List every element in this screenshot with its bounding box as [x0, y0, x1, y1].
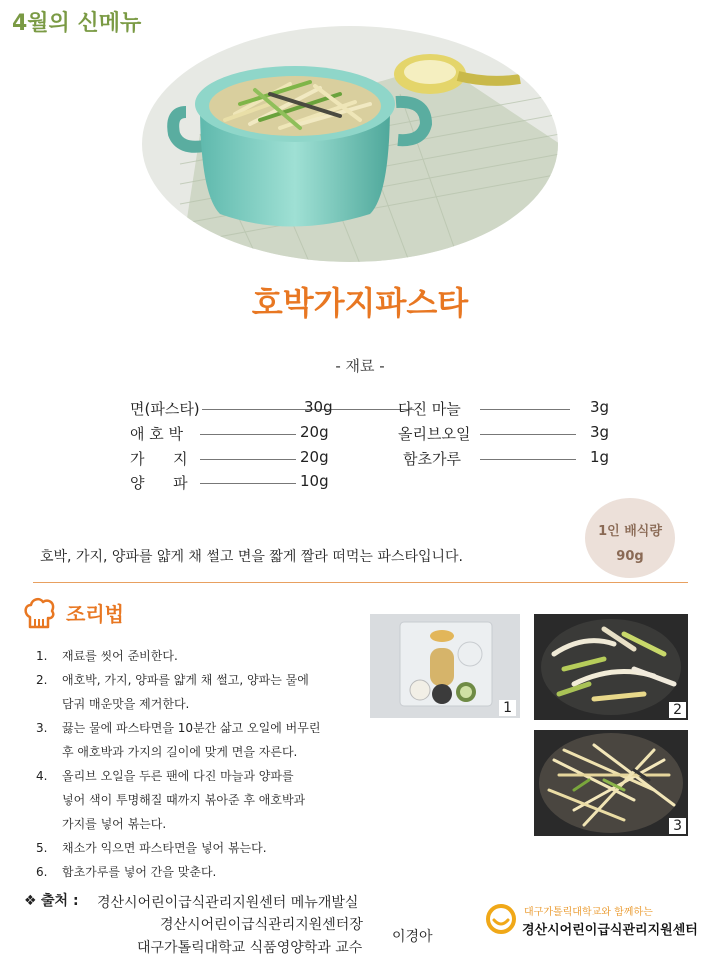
ingredient-name: 함초가루 — [403, 450, 461, 468]
ingredients-photo — [370, 614, 520, 718]
smile-logo-icon — [486, 904, 516, 934]
section-divider — [33, 582, 688, 583]
step-photo-3 — [534, 730, 688, 836]
step-text: 채소가 익으면 파스타면을 넣어 볶는다. — [62, 841, 267, 855]
dotted-leader — [480, 459, 576, 460]
center-logo — [486, 900, 716, 945]
source-credit — [24, 890, 79, 910]
step-number: 1. — [36, 649, 48, 663]
photo-number: 1 — [499, 700, 516, 716]
ingredient-row — [130, 398, 340, 418]
step-item — [36, 764, 366, 836]
dotted-leader — [200, 483, 296, 484]
step-number: 5. — [36, 841, 48, 855]
dotted-leader — [480, 409, 570, 410]
method-title: 조리법 — [66, 602, 124, 626]
ingredient-name: 다진 마늘 — [398, 400, 461, 418]
method-steps-list — [36, 644, 366, 884]
ingredient-name: 올리브오일 — [398, 425, 471, 443]
ingredient-row — [398, 423, 618, 443]
step-text: 올리브 오일을 두른 팬에 다진 마늘과 양파를 — [62, 769, 294, 783]
step-item — [36, 716, 366, 764]
step-item — [36, 668, 366, 716]
ingredient-qty: 3g — [590, 398, 610, 416]
source-line: 경산시어린이급식관리지원센터장 — [160, 917, 363, 933]
ingredient-qty: 1g — [590, 448, 610, 466]
stir-fry-vegetables-photo — [534, 614, 688, 720]
source-person: 이경아 — [392, 929, 433, 945]
step-photo-2 — [534, 614, 688, 720]
dotted-leader — [200, 434, 296, 435]
ingredient-row — [130, 472, 340, 492]
ingredient-qty: 20g — [300, 423, 329, 441]
ingredient-qty: 30g — [304, 398, 333, 416]
dotted-leader — [480, 434, 576, 435]
dotted-leader — [200, 459, 296, 460]
serving-label: 1인 배식량 — [598, 524, 662, 539]
recipe-title: 호박가지파스타 — [251, 284, 469, 322]
source-line: 경산시어린이급식관리지원센터 메뉴개발실 — [97, 895, 359, 911]
step-number: 4. — [36, 769, 48, 783]
step-photo-1 — [370, 614, 520, 718]
step-number: 3. — [36, 721, 48, 735]
source-line: 대구가톨릭대학교 식품영양학과 교수 — [137, 940, 363, 956]
recipe-description: 호박, 가지, 양파를 얇게 채 썰고 면을 짧게 짤라 떠먹는 파스타입니다. — [40, 549, 463, 565]
page-header-title: 4월의 신메뉴 — [12, 11, 142, 36]
ingredient-qty: 3g — [590, 423, 610, 441]
ingredient-name: 면(파스타) — [130, 400, 200, 418]
step-number: 2. — [36, 673, 48, 687]
step-item — [36, 836, 366, 860]
photo-number: 3 — [669, 818, 686, 834]
hero-dish-photo — [140, 24, 560, 264]
ingredient-row — [403, 448, 618, 468]
step-text: 함초가루를 넣어 간을 맞춘다. — [62, 865, 217, 879]
serving-size-badge — [585, 498, 675, 578]
source-label: 출처 : — [41, 893, 79, 909]
ingredient-row — [130, 423, 340, 443]
step-item — [36, 860, 366, 884]
step-text: 넣어 색이 투명해질 때까지 볶아준 후 애호박과 — [62, 793, 306, 807]
ingredient-qty: 10g — [300, 472, 329, 490]
step-text: 끓는 물에 파스타면을 10분간 삶고 오일에 버무린 — [62, 721, 321, 735]
chef-hat-icon — [22, 597, 56, 633]
step-number: 6. — [36, 865, 48, 879]
ingredient-name: 양 파 — [130, 474, 188, 492]
ingredient-name: 가 지 — [130, 450, 188, 468]
serving-amount: 90g — [616, 549, 644, 564]
step-text: 애호박, 가지, 양파를 얇게 채 썰고, 양파는 물에 — [62, 673, 309, 687]
diamond-bullet-icon: ❖ — [24, 893, 37, 909]
ingredient-row — [130, 448, 340, 468]
step-text: 가지를 넣어 볶는다. — [62, 817, 167, 831]
step-text: 후 애호박과 가지의 길이에 맞게 면을 자른다. — [62, 745, 298, 759]
ingredient-name: 애 호 박 — [130, 425, 184, 443]
step-text: 재료를 씻어 준비한다. — [62, 649, 178, 663]
ingredients-heading: - 재료 - — [335, 357, 385, 375]
step-item — [36, 644, 366, 668]
step-text: 담궈 매운맛을 제거한다. — [62, 697, 190, 711]
logo-name: 경산시어린이급식관리지원센터 — [522, 923, 698, 938]
ingredient-qty: 20g — [300, 448, 329, 466]
pasta-stir-fry-photo — [534, 730, 688, 836]
ingredient-row — [398, 398, 618, 418]
photo-number: 2 — [669, 702, 686, 718]
logo-tagline: 대구가톨릭대학교와 함께하는 — [524, 907, 653, 918]
